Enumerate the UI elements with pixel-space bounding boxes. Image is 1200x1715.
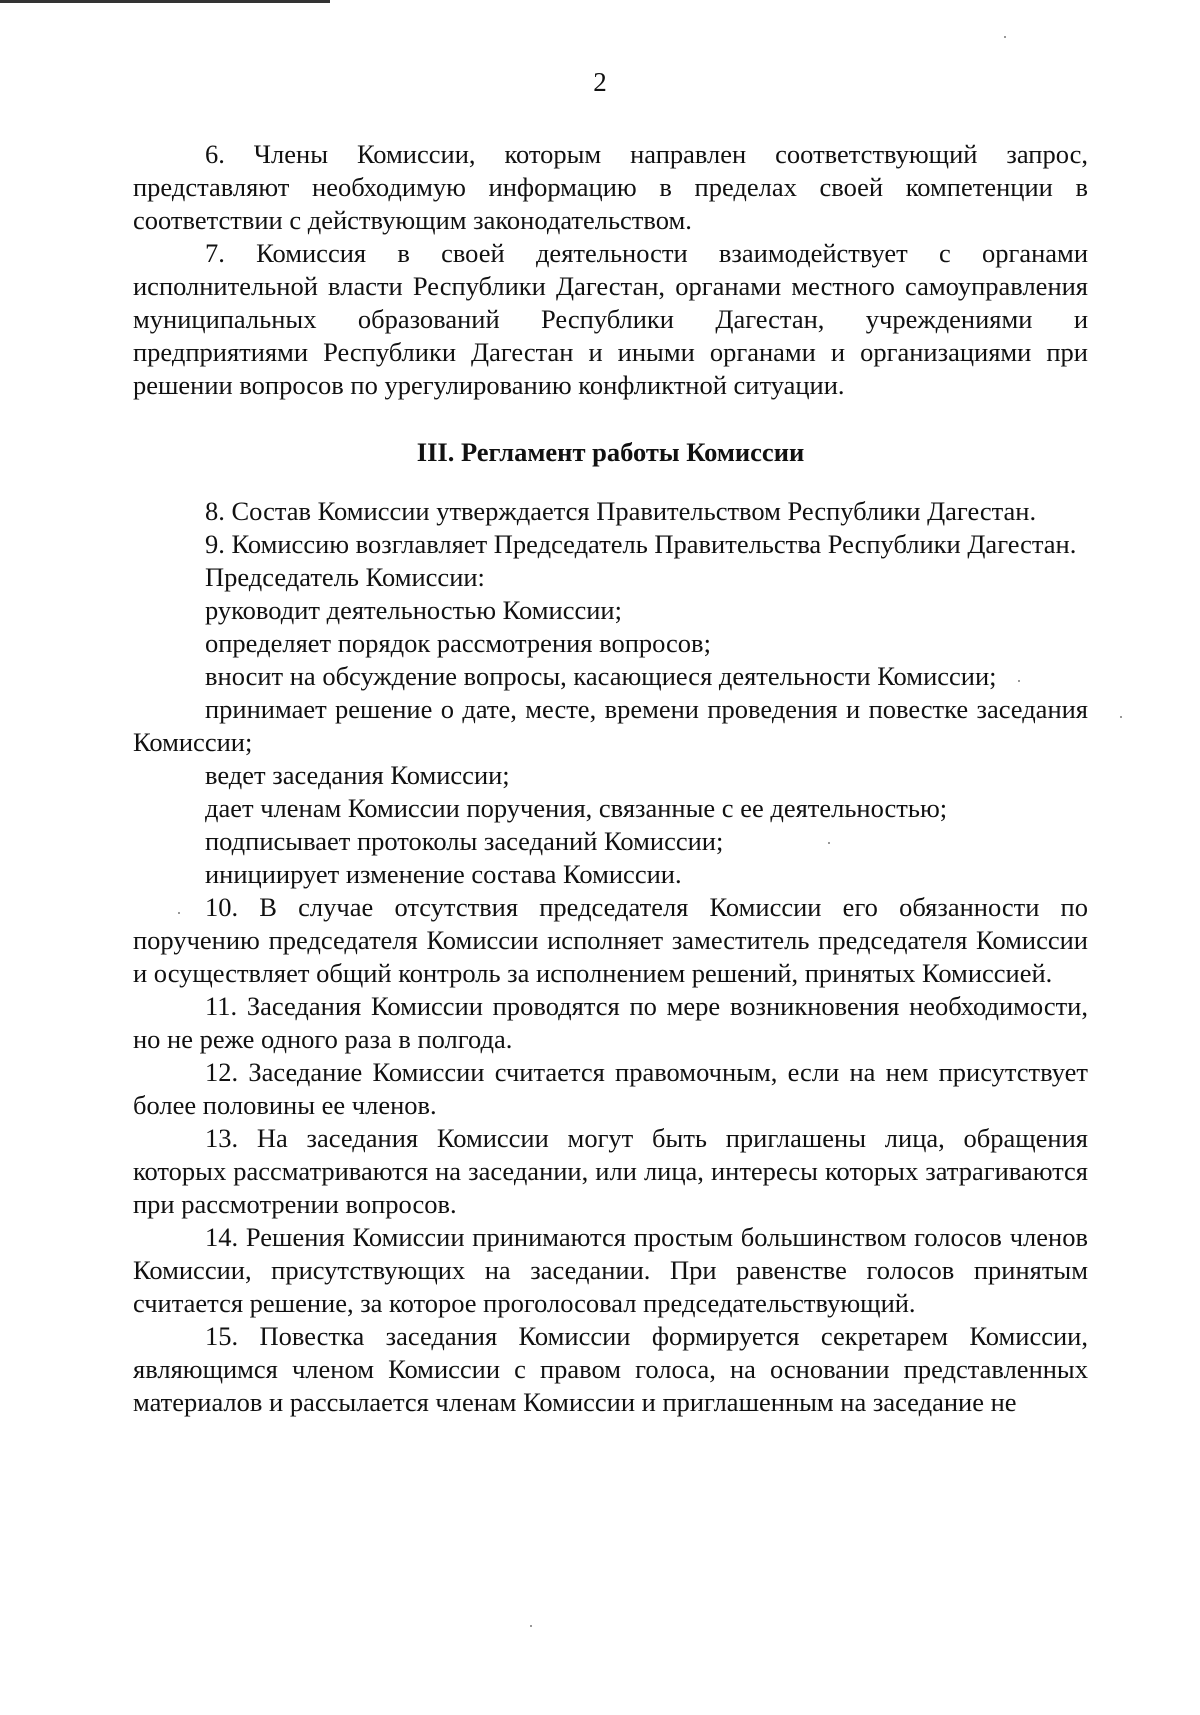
paragraph-6: 6. Члены Комиссии, которым направлен соответствующий запрос, представляют необходимую информацию в пределах своей компетенции в соответствии с действующим законодательством. (133, 139, 1088, 235)
chairman-duty-1: руководит деятельностью Комиссии; (205, 595, 622, 625)
scan-speck (1004, 36, 1006, 38)
paragraph-7: 7. Комиссия в своей деятельности взаимодействует с органами исполнительной власти Республики Дагестан, органами местного самоуправления муниципальных образований Республики Дагестан, учреждениями и предприятиями Республики Дагестан и иными органами и организациями при решении вопросов по урегулированию конфликтной ситуации. (133, 238, 1088, 400)
chairman-duty-5: ведет заседания Комиссии; (205, 760, 510, 790)
paragraph-13: 13. На заседания Комиссии могут быть приглашены лица, обращения которых рассматриваются на заседании, или лица, интересы которых затрагиваются при рассмотрении вопросов. (133, 1123, 1088, 1219)
chairman-duty-6: дает членам Комиссии поручения, связанные с ее деятельностью; (205, 793, 948, 823)
chairman-intro: Председатель Комиссии: (205, 562, 485, 592)
chairman-duty-7: подписывает протоколы заседаний Комиссии; (205, 826, 724, 856)
top-edge-line (0, 0, 330, 3)
page-number: 2 (593, 67, 607, 97)
chairman-duty-8: инициирует изменение состава Комиссии. (205, 859, 682, 889)
paragraph-15: 15. Повестка заседания Комиссии формируется секретарем Комиссии, являющимся членом Комиссии с правом голоса, на основании представленных материалов и рассылается членам Комиссии и приглашенным на заседание не (133, 1321, 1088, 1417)
section-heading: III. Регламент работы Комиссии (416, 437, 805, 467)
paragraph-11: 11. Заседания Комиссии проводятся по мере возникновения необходимости, но не реже одного раза в полгода. (133, 991, 1088, 1054)
paragraph-12: 12. Заседание Комиссии считается правомочным, если на нем присутствует более половины ее членов. (133, 1057, 1088, 1120)
scan-speck (530, 1625, 532, 1627)
scan-speck (1120, 716, 1122, 718)
scan-speck (1018, 680, 1020, 682)
paragraph-9: 9. Комиссию возглавляет Председатель Правительства Республики Дагестан. (205, 529, 1077, 559)
chairman-duty-4: принимает решение о дате, месте, времени проведения и повестке заседания Комиссии; (133, 694, 1088, 757)
scan-speck (828, 842, 830, 844)
paragraph-8: 8. Состав Комиссии утверждается Правительством Республики Дагестан. (205, 496, 1037, 526)
document-body (133, 138, 1088, 1419)
chairman-duty-2: определяет порядок рассмотрения вопросов; (205, 628, 711, 658)
paragraph-14: 14. Решения Комиссии принимаются простым большинством голосов членов Комиссии, присутствующих на заседании. При равенстве голосов принятым считается решение, за которое проголосовал председательствующий. (133, 1222, 1088, 1318)
paragraph-10: 10. В случае отсутствия председателя Комиссии его обязанности по поручению председателя Комиссии исполняет заместитель председателя Комиссии и осуществляет общий контроль за исполнением решений, принятых Комиссией. (133, 892, 1088, 988)
chairman-duty-3: вносит на обсуждение вопросы, касающиеся деятельности Комиссии; (205, 661, 997, 691)
scan-speck (178, 912, 180, 914)
